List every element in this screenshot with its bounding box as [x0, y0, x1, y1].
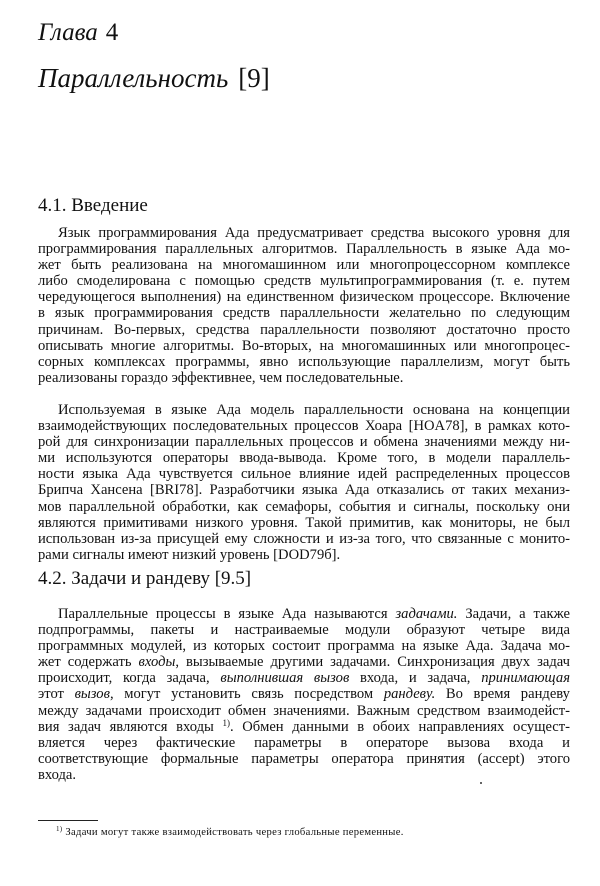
- footnote-marker: 1): [56, 825, 63, 833]
- text-line: [38, 289, 570, 305]
- text-segment: причинам. Во-первых, средства параллельности позволяют достаточно просто: [38, 321, 570, 338]
- text-line: [38, 670, 570, 686]
- text-line: [38, 402, 570, 418]
- text-segment: взаимодействующих последовательных процессов Хоара [HOA78], в рамках кото-: [38, 418, 570, 435]
- text-line: [38, 305, 570, 321]
- footnote-ref: 1): [222, 717, 230, 728]
- text-segment: между задачами происходит обмен значениями. Важным средством взаимодейст-: [38, 702, 570, 719]
- text-segment: . Обмен данными в обоих направлениях осущест-: [229, 718, 571, 735]
- paragraph: [38, 402, 570, 563]
- footnote-text: Задачи могут также взаимодействовать через глобальные переменные.: [65, 827, 404, 838]
- text-segment: вия задач являются входы: [38, 718, 223, 735]
- text-segment: являются примитивами низкого уровня. Такой примитив, как мониторы, не был: [38, 514, 570, 531]
- chapter-label: [38, 19, 118, 47]
- text-segment: соответствующие формальные параметры оператора принятия (accept) этого: [38, 750, 570, 767]
- text-segment: , могут установить связь посредством: [109, 686, 384, 703]
- emphasized-term: рандеву.: [383, 686, 436, 703]
- text-line: [38, 499, 570, 515]
- text-segment: программирования параллельных алгоритмов. Параллельность в языке Ада мо-: [38, 241, 570, 258]
- scan-speck: [480, 782, 482, 784]
- text-segment: ности языка Ада чувствуется сильное влияние идей распределенных процессов: [38, 466, 570, 483]
- text-segment: ми используются операторы ввода-вывода. Кроме того, в модели параллель-: [38, 450, 570, 467]
- text-line: [38, 703, 570, 719]
- text-segment: входа.: [38, 766, 77, 783]
- chapter-number: 4: [105, 19, 119, 46]
- text-segment: программных модулей, из которых состоит программа на языке Ада. Задача мо-: [38, 638, 570, 655]
- paragraph: [38, 606, 570, 783]
- emphasized-term: принимающая: [481, 670, 570, 687]
- text-segment: входа, и задача,: [349, 670, 482, 687]
- text-segment: жет содержать: [38, 654, 139, 671]
- text-segment: чередующегося выполнения) на единственном физическом процессоре. Включение: [38, 289, 570, 306]
- text-line: [38, 686, 570, 702]
- text-segment: реализованы гораздо эффективнее, чем последовательные.: [38, 369, 404, 386]
- section-heading-intro: 4.1. Введение: [38, 195, 148, 216]
- text-line: [38, 531, 570, 547]
- chapter-title-ref: [9]: [238, 63, 270, 93]
- text-line: [38, 622, 570, 638]
- text-line: [38, 735, 570, 751]
- text-segment: Во время рандеву: [435, 686, 570, 703]
- text-line: [38, 515, 570, 531]
- text-segment: мов параллельной обработки, как семафоры, события и сигналы, поскольку они: [38, 498, 570, 515]
- text-segment: Язык программирования Ада предусматривает средства высокого уровня для: [58, 225, 570, 241]
- emphasized-term: задачами.: [395, 606, 458, 622]
- text-segment: вляется через фактические параметры в операторе вызова входа и: [38, 734, 570, 751]
- text-line: [38, 547, 570, 563]
- chapter-title-text: Параллельность: [38, 63, 229, 93]
- text-line: [38, 638, 570, 654]
- text-segment: рами сигналы имеют низкий уровень [DOD79б].: [38, 546, 341, 563]
- text-segment: использован из-за присущей ему сложности и из-за того, что связанные с монито-: [38, 530, 570, 547]
- text-segment: Используемая в языке Ада модель параллельности основана на концепции: [58, 402, 570, 418]
- text-segment: сорных комплексах программы, явно использующие параллелизм, могут быть: [38, 353, 570, 370]
- chapter-title: [38, 63, 270, 94]
- footnote: [56, 827, 404, 838]
- text-line: [38, 767, 570, 783]
- text-line: [38, 654, 570, 670]
- text-line: [38, 370, 570, 386]
- text-segment: , вызываемые другими задачами. Синхронизация двух задач: [175, 654, 571, 671]
- text-segment: либо смоделирована с помощью средств мультипрограммирования (т. е. путем: [38, 273, 570, 290]
- text-segment: описывать многие алгоритмы. Во-вторых, на многомашинных или многопроцес-: [38, 337, 570, 354]
- text-line: [38, 273, 570, 289]
- text-segment: Параллельные процессы в языке Ада называются: [58, 606, 396, 622]
- text-line: [38, 225, 570, 241]
- text-line: [38, 482, 570, 498]
- emphasized-term: выполнившая вызов: [220, 670, 350, 687]
- text-line: [38, 418, 570, 434]
- chapter-word: Глава: [38, 19, 98, 46]
- text-segment: рой для синхронизации параллельных процессов и обмена значениями между ни-: [38, 434, 570, 451]
- text-segment: Задачи, а также: [457, 606, 570, 622]
- text-segment: подпрограммы, пакеты и настраиваемые модули образуют четыре вида: [38, 622, 570, 639]
- paragraph: [38, 225, 570, 386]
- text-line: [38, 606, 570, 622]
- text-line: [38, 322, 570, 338]
- emphasized-term: входы: [138, 654, 176, 671]
- text-line: [38, 338, 570, 354]
- emphasized-term: вызов: [74, 686, 110, 703]
- text-segment: происходит, когда задача,: [38, 670, 221, 687]
- text-line: [38, 466, 570, 482]
- text-segment: Брипча Хансена [BRI78]. Разработчики языка Ада отказались от таких механиз-: [38, 482, 570, 499]
- text-line: [38, 450, 570, 466]
- text-line: [38, 257, 570, 273]
- text-line: [38, 354, 570, 370]
- section-heading-tasks: 4.2. Задачи и рандеву [9.5]: [38, 568, 252, 589]
- text-segment: жет быть реализована на многомашинном или многопроцессорном комплексе: [38, 257, 570, 274]
- text-line: [38, 241, 570, 257]
- text-segment: в язык программирования средств параллельности желательно по следующим: [38, 305, 570, 322]
- text-line: [38, 719, 570, 735]
- text-segment: этот: [38, 686, 75, 703]
- footnote-divider: [38, 820, 98, 821]
- text-line: [38, 751, 570, 767]
- text-line: [38, 434, 570, 450]
